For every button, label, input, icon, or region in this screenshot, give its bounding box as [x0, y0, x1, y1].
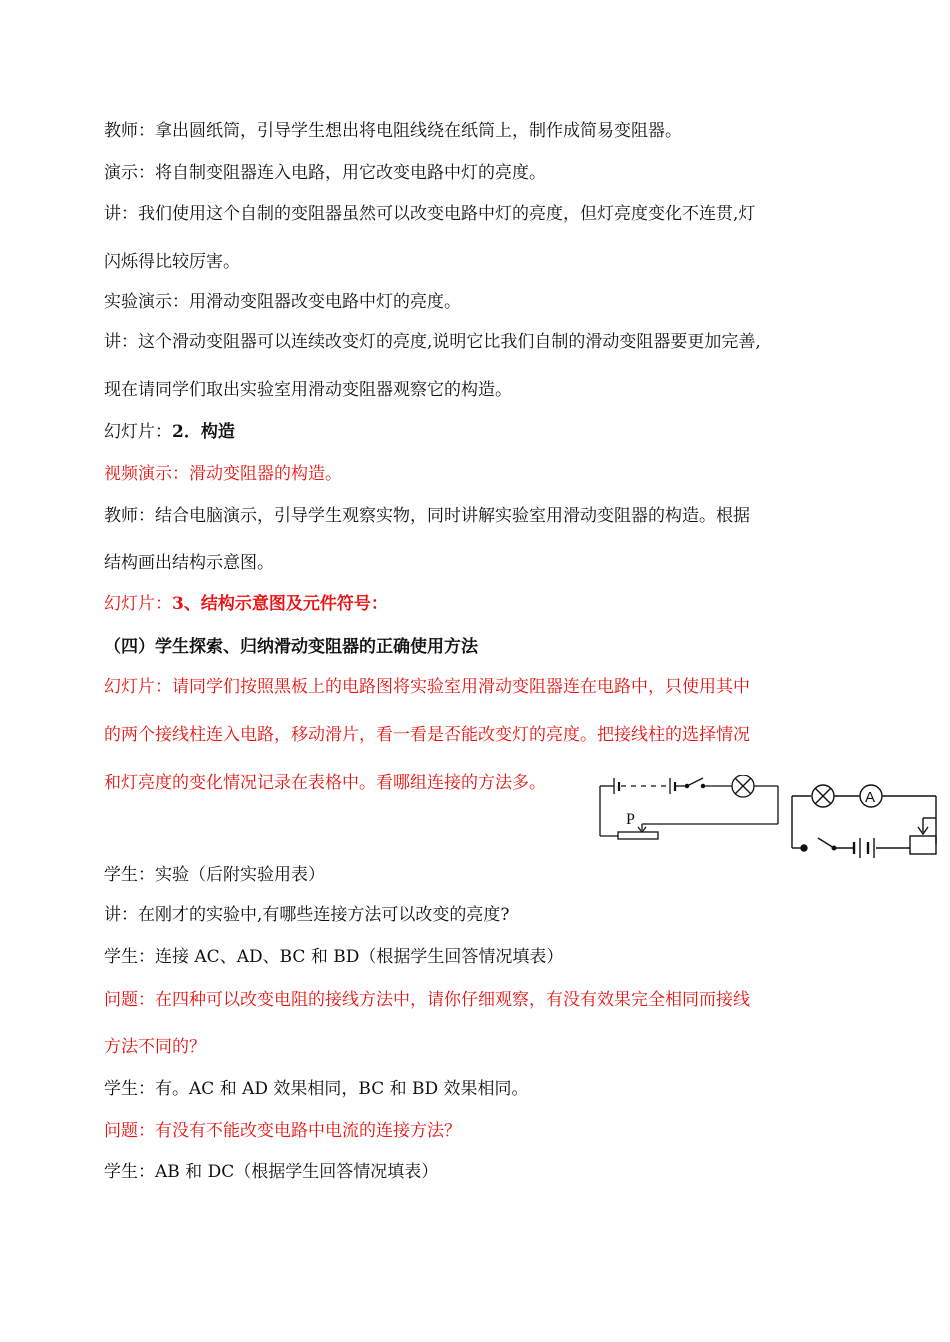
- para-student-experiment: 学生：实验（后附实验用表）: [104, 865, 325, 885]
- section-heading-4: （四）学生探索、归纳滑动变阻器的正确使用方法: [104, 637, 478, 657]
- slide-title: 2．构造: [172, 422, 235, 442]
- para-question1-line2: 方法不同的？: [104, 1037, 206, 1057]
- para-slide-instruction-line2: 的两个接线柱连入电路，移动滑片，看一看是否能改变灯的亮度。把接线柱的选择情况: [104, 725, 750, 745]
- para-question1-line1: 问题：在四种可以改变电阻的接线方法中，请你仔细观察，有没有效果完全相同而接线: [104, 990, 750, 1010]
- para-student-answer2: 学生：有。AC 和 AD 效果相同，BC 和 BD 效果相同。: [104, 1079, 529, 1099]
- rheostat-body: [910, 836, 936, 854]
- slider-label: P: [626, 811, 635, 828]
- para-lecture-line1: 讲：我们使用这个自制的变阻器虽然可以改变电路中灯的亮度，但灯亮度变化不连贯,灯: [104, 204, 756, 224]
- para-experiment-demo: 实验演示：用滑动变阻器改变电路中灯的亮度。: [104, 292, 461, 312]
- slide-heading-structure: [104, 421, 235, 443]
- para-video-demo: 视频演示：滑动变阻器的构造。: [104, 464, 342, 484]
- para-student-answer1: 学生：连接 AC、AD、BC 和 BD（根据学生回答情况填表）: [104, 947, 564, 967]
- lamp-icon: [732, 775, 754, 797]
- para-student-answer3: 学生：AB 和 DC（根据学生回答情况填表）: [104, 1162, 439, 1182]
- para-lecture-line2: 闪烁得比较厉害。: [104, 252, 240, 272]
- slide-heading-diagram: [104, 593, 388, 615]
- para-teacher-computer-line2: 结构画出结构示意图。: [104, 553, 274, 573]
- para-slide-instruction-line3: 和灯亮度的变化情况记录在表格中。看哪组连接的方法多。: [104, 773, 546, 793]
- circuit-diagram-2: [788, 780, 940, 860]
- slide-prefix: 幻灯片：: [104, 594, 172, 614]
- para-demo-homemade-rheostat: 演示：将自制变阻器连入电路，用它改变电路中灯的亮度。: [104, 163, 546, 183]
- switch-lever: [687, 778, 703, 786]
- switch-lever: [818, 838, 834, 848]
- ammeter-label: A: [865, 789, 876, 806]
- para-teacher-computer-line1: 教师：结合电脑演示，引导学生观察实物，同时讲解实验室用滑动变阻器的构造。根据: [104, 506, 750, 526]
- lamp-icon: [812, 785, 834, 807]
- ammeter-icon: [860, 785, 882, 807]
- slide-prefix: 幻灯片：: [104, 422, 172, 442]
- slide-title: 3、结构示意图及元件符号：: [172, 594, 388, 614]
- para-slide-instruction-line1: 幻灯片：请同学们按照黑板上的电路图将实验室用滑动变阻器连在电路中，只使用其中: [104, 677, 750, 697]
- para-lecture-question: 讲：在刚才的实验中,有哪些连接方法可以改变的亮度?: [104, 905, 510, 925]
- para-lecture2-line1: 讲：这个滑动变阻器可以连续改变灯的亮度,说明它比我们自制的滑动变阻器要更加完善,: [104, 332, 761, 352]
- para-teacher-paper-tube: 教师：拿出圆纸筒，引导学生想出将电阻线绕在纸筒上，制作成简易变阻器。: [104, 121, 682, 141]
- para-question2: 问题：有没有不能改变电路中电流的连接方法？: [104, 1121, 461, 1141]
- rheostat-body: [618, 832, 658, 839]
- circuit-diagram-1: [590, 775, 790, 843]
- para-lecture2-line2: 现在请同学们取出实验室用滑动变阻器观察它的构造。: [104, 380, 512, 400]
